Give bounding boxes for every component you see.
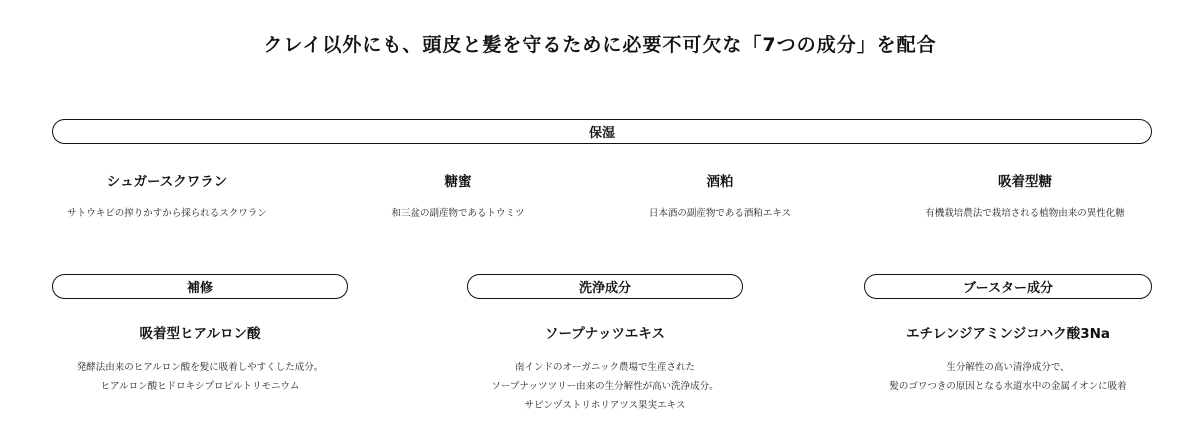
ingredient-name-molasses: 糖蜜 [444,174,472,190]
desc-line: 南インドのオーガニック農場で生産された [515,362,695,373]
ingredient-desc-sugar-squalane: サトウキビの搾りかすから採られるスクワラン [67,208,267,219]
ingredient-name-soapnut-extract: ソープナッツエキス [544,326,665,342]
ingredient-name-sake-lees: 酒粕 [706,174,734,190]
desc-line: 髪のゴワつきの原因となる水道水中の金属イオンに吸着 [889,381,1127,392]
ingredient-desc-hyaluronic-acid [20,358,380,396]
desc-line: ソープナッツツリー由来の生分解性が高い洗浄成分。 [491,381,719,392]
page-headline: クレイ以外にも、頭皮と髪を守るために必要不可欠な「7つの成分」を配合 [263,34,937,56]
ingredient-desc-adsorbent-sugar: 有機栽培農法で栽培される植物由来の異性化糖 [925,208,1125,219]
section-pill-cleansing: 洗浄成分 [467,274,743,299]
ingredient-desc-sake-lees: 日本酒の副産物である酒粕エキス [648,208,792,219]
ingredient-name-sugar-squalane: シュガースクワラン [106,174,228,190]
section-pill-booster: ブースター成分 [864,274,1152,299]
desc-line: サピンヅストリホリアツス果実エキス [524,400,686,411]
ingredient-name-hyaluronic-acid: 吸着型ヒアルロン酸 [139,326,261,342]
ingredient-desc-molasses: 和三盆の副産物であるトウミツ [391,208,525,219]
ingredient-desc-soapnut-extract [425,358,785,415]
desc-line: 発酵法由来のヒアルロン酸を髪に吸着しやすくした成分。 [76,362,324,373]
ingredient-name-adsorbent-sugar: 吸着型糖 [998,174,1052,190]
desc-line: ヒアルロン酸ヒドロキシプロピルトリモニウム [100,381,300,392]
desc-line: 生分解性の高い清浄成分で、 [946,362,1070,373]
ingredient-desc-edds [828,358,1188,396]
section-pill-moisture: 保湿 [52,119,1152,144]
section-pill-repair: 補修 [52,274,348,299]
ingredient-name-edds: エチレンジアミンジコハク酸3Na [905,326,1111,342]
